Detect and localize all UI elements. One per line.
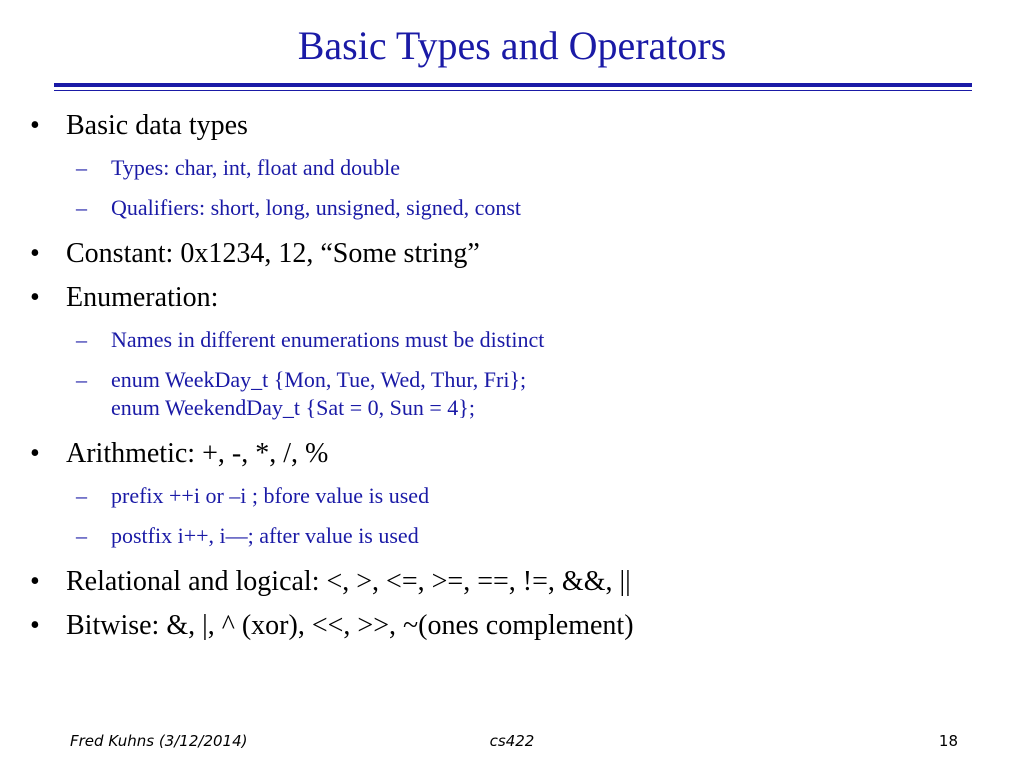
dash-icon: –	[76, 327, 87, 352]
sub-item-prefix	[0, 482, 1024, 510]
sub-item-postfix	[0, 522, 1024, 550]
sub-item-text: postfix i++, i—; after value is used	[111, 523, 419, 548]
dash-icon: –	[76, 483, 87, 508]
sub-item-text: prefix ++i or –i ; bfore value is used	[111, 483, 430, 508]
slide-body	[0, 108, 1024, 652]
title-rule-thin	[54, 90, 972, 91]
footer-page-number: 18	[938, 732, 958, 750]
slide-title: Basic Types and Operators	[297, 23, 727, 68]
sub-item-enum-names	[0, 326, 1024, 354]
slide-footer	[0, 730, 1024, 752]
bullet-text: Basic data types	[66, 110, 248, 141]
bullet-icon: •	[30, 610, 40, 641]
bullet-text: Arithmetic: +, -, *, /, %	[66, 438, 329, 469]
dash-icon: –	[76, 155, 87, 180]
footer-course: cs422	[489, 732, 535, 750]
bullet-text: Constant: 0x1234, 12, “Some string”	[66, 238, 480, 269]
bullet-item-constant	[0, 236, 1024, 272]
sub-item-qualifiers	[0, 194, 1024, 222]
bullet-item-arithmetic	[0, 436, 1024, 472]
bullet-icon: •	[30, 238, 40, 269]
dash-icon: –	[76, 195, 87, 220]
bullet-icon: •	[30, 438, 40, 469]
sub-item-text: Types: char, int, float and double	[111, 155, 400, 180]
bullet-item-basic-data-types	[0, 108, 1024, 144]
sub-item-text-continued: enum WeekendDay_t {Sat = 0, Sun = 4};	[111, 395, 475, 420]
bullet-text: Bitwise: &, |, ^ (xor), <<, >>, ~(ones complement)	[66, 610, 634, 641]
sub-item-types	[0, 154, 1024, 182]
bullet-text: Relational and logical: <, >, <=, >=, ==, !=, &&, ||	[66, 566, 631, 597]
bullet-icon: •	[30, 282, 40, 313]
sub-item-text: Qualifiers: short, long, unsigned, signed, const	[111, 195, 522, 220]
dash-icon: –	[76, 367, 87, 392]
bullet-icon: •	[30, 110, 40, 141]
footer-author: Fred Kuhns (3/12/2014)	[70, 732, 248, 750]
bullet-item-enumeration	[0, 280, 1024, 316]
sub-item-text: enum WeekDay_t {Mon, Tue, Wed, Thur, Fri};	[111, 367, 527, 392]
bullet-item-relational	[0, 564, 1024, 600]
sub-item-enum-example	[0, 366, 1024, 422]
bullet-icon: •	[30, 566, 40, 597]
bullet-item-bitwise	[0, 608, 1024, 644]
bullet-text: Enumeration:	[66, 282, 219, 313]
dash-icon: –	[76, 523, 87, 548]
title-rule-thick	[54, 83, 972, 87]
sub-item-text: Names in different enumerations must be distinct	[111, 327, 545, 352]
